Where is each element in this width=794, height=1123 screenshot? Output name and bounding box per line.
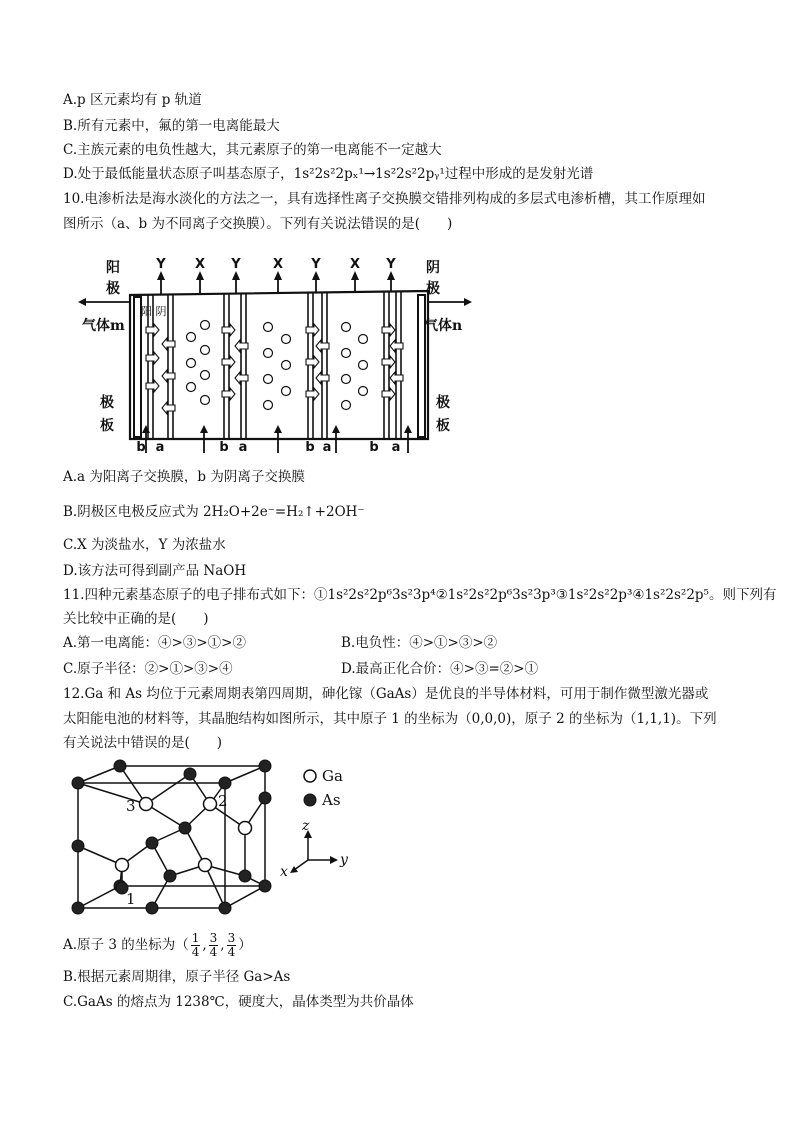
atom-label-3: 3 (126, 797, 136, 815)
outlet-label-1: Y (156, 257, 166, 272)
membrane-type-label-4: a (238, 440, 248, 455)
q9-option-d-formula: 1s²2s²2pₓ¹→1s²2s²2pᵧ¹ (293, 166, 445, 182)
outlet-label-4: X (272, 257, 284, 272)
fraction-2: $\frac{3}{4}$ (209, 931, 218, 959)
q10-option-c: C.X 为淡盐水，Y 为浓盐水 (63, 537, 226, 553)
q10-option-d: D.该方法可得到副产品 NaOH (63, 563, 247, 579)
gaas-unit-cell-figure (70, 758, 370, 920)
q11-option-d: D.最高正化合价：④>③=②>① (341, 661, 539, 677)
outlet-label-7: Y (386, 257, 396, 272)
q12-stem-line3: 有关说法中错误的是( ) (63, 735, 223, 751)
q10-option-a: A.a 为阳离子交换膜，b 为阴离子交换膜 (63, 469, 305, 485)
fraction-1: $\frac{1}{4}$ (191, 931, 200, 959)
atom-label-2: 2 (218, 792, 228, 810)
q10-option-b-formula: 2H₂O+2e⁻=H₂↑+2OH⁻ (203, 504, 365, 520)
q12-option-a-suffix: ） (238, 937, 252, 953)
membrane-type-label-6: a (322, 440, 332, 455)
q12-stem-line2: 太阳能电池的材料等，其晶胞结构如图所示，其中原子 1 的坐标为（0,0,0)，原子 2 的坐标为（1,1,1)。下列 (63, 711, 717, 727)
q11-config-1: ①1s²2s²2p⁶3s²3p⁴ (313, 587, 436, 603)
axis-z-label: z (302, 818, 310, 834)
atom-label-1: 1 (126, 890, 136, 908)
q10-stem-line2: 图所示（a、b 为不同离子交换膜）。下列有关说法错误的是( ) (63, 216, 453, 232)
left-plate-label-2: 板 (100, 418, 114, 434)
membrane-type-label-7: b (369, 440, 379, 455)
membrane-type-label-3: b (219, 440, 229, 455)
q11-stem-suffix: 。则下列有 (708, 587, 777, 603)
outlet-label-2: X (194, 257, 206, 272)
q12-option-a: A.原子 3 的坐标为（ $\frac{1}{4}$ , $\frac{3}{4}$ , $\frac{3}{4}$ ） (63, 931, 252, 959)
q11-option-b: B.电负性：④>①>③>② (341, 635, 498, 651)
q12-option-b: B.根据元素周期律，原子半径 Ga>As (63, 969, 291, 985)
q10-option-b (63, 502, 365, 522)
anode-label-2: 极 (106, 281, 120, 297)
legend-as-label: As (322, 791, 341, 809)
fraction-3: $\frac{3}{4}$ (227, 931, 236, 959)
q12-option-a-prefix: A.原子 3 的坐标为（ (63, 937, 189, 953)
legend-ga-marker (304, 770, 316, 782)
left-plate-label-1: 极 (100, 395, 114, 411)
q11-stem-line1 (63, 585, 776, 605)
outlet-label-5: Y (311, 257, 321, 272)
q9-option-b: B.所有元素中，氟的第一电离能最大 (63, 118, 280, 134)
right-plate-label-2: 板 (436, 418, 450, 434)
cathode-label-1: 阴 (426, 260, 440, 276)
q12-stem-line1: 12.Ga 和 As 均位于元素周期表第四周期，砷化镓（GaAs）是优良的半导体材料，可用于制作微型激光器或 (63, 686, 709, 702)
q10-stem-line1: 10.电渗析法是海水淡化的方法之一，具有选择性离子交换膜交错排列构成的多层式电渗析槽，其工作原理如 (63, 191, 706, 207)
q10-option-b-prefix: B.阴极区电极反应式为 (63, 504, 204, 520)
q12-option-c: C.GaAs 的熔点为 1238℃，硬度大，晶体类型为共价晶体 (63, 994, 414, 1010)
legend-as-marker (304, 794, 316, 806)
q11-stem-line2: 关比较中正确的是( ) (63, 611, 209, 627)
legend-ga-label: Ga (322, 767, 343, 785)
q11-config-2: ②1s²2s²2p⁶3s²3p³ (435, 587, 556, 603)
axis-x-label: x (280, 864, 288, 880)
membrane-type-label-2: a (155, 440, 165, 455)
q9-option-a: A.p 区元素均有 p 轨道 (63, 92, 202, 108)
q9-option-d-suffix: 过程中形成的是发射光谱 (444, 166, 594, 182)
membrane-type-label-8: a (391, 440, 401, 455)
cathode-label-2: 极 (426, 281, 440, 297)
gas-n-label: 气体n (424, 318, 463, 334)
q11-config-3: ③1s²2s²2p³ (555, 587, 633, 603)
membrane-type-label-5: b (305, 440, 315, 455)
q9-option-d-prefix: D.处于最低能量状态原子叫基态原子， (63, 166, 294, 182)
right-plate-label-1: 极 (436, 395, 450, 411)
q9-option-c: C.主族元素的电负性越大，其元素原子的第一电离能不一定越大 (63, 142, 442, 158)
anode-label-1: 阳 (106, 260, 120, 276)
q11-stem-prefix: 11.四种元素基态原子的电子排布式如下： (63, 587, 314, 603)
gas-m-label: 气体m (82, 318, 125, 334)
electrodialysis-figure (78, 255, 473, 455)
inner-membrane-label: 阳 阴 (141, 305, 167, 318)
q11-option-c: C.原子半径：②>①>③>④ (63, 661, 233, 677)
q11-config-4: ④1s²2s²2p⁵ (632, 587, 709, 603)
q9-option-d (63, 164, 593, 184)
membrane-type-label-1: b (136, 440, 146, 455)
outlet-label-3: Y (231, 257, 241, 272)
q11-option-a: A.第一电离能：④>③>①>② (63, 635, 246, 651)
outlet-label-6: X (349, 257, 361, 272)
axis-y-label: y (340, 852, 348, 868)
